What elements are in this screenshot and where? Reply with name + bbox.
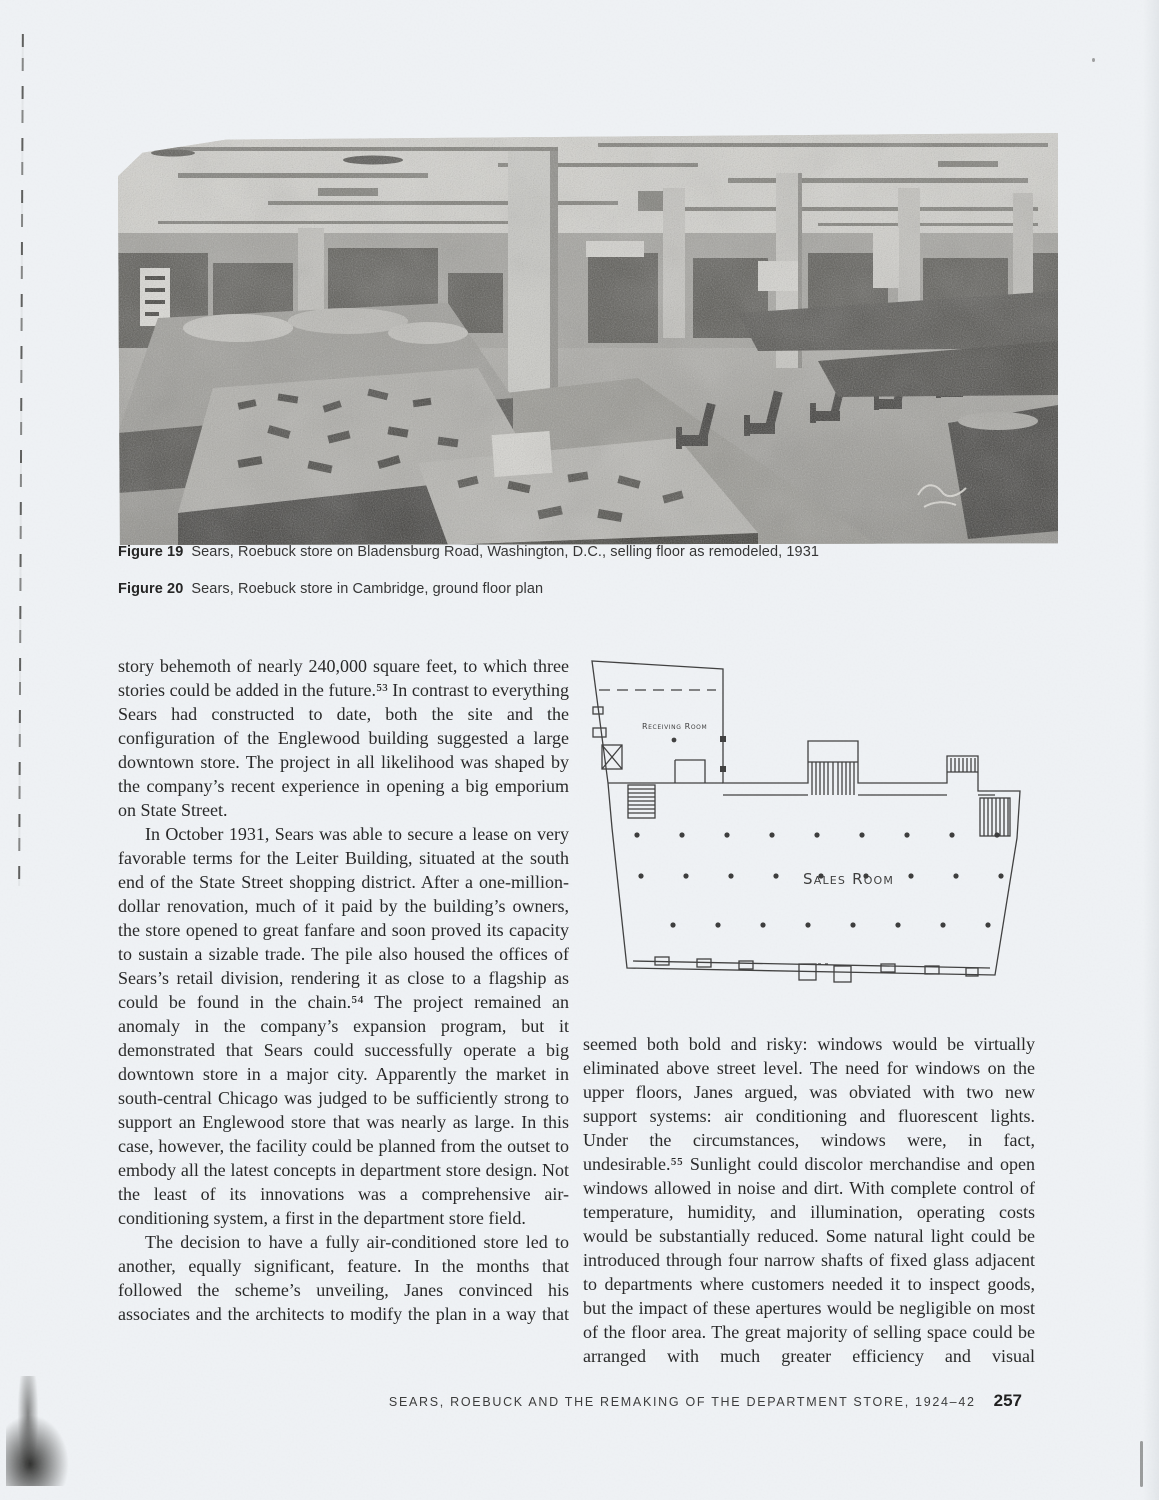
body-paragraph: story behemoth of nearly 240,000 square feet, to which three stories could be added in the future.⁵³ In contrast to everything Sears had constructed to date, both the site and the configuration of the Englewood building suggested a large downtown store. The project in all likelihood was shaped by the company’s recent experience in opening a big emporium on State Street. bbox=[118, 656, 569, 820]
body-paragraph: In October 1931, Sears was able to secure a lease on very favorable terms for the Leiter Building, situated at the south end of the State Street shopping district. After a one-million-dollar renovation, much of it paid by the building’s owners, the store opened to great fanfare and soon proved its capacity to sustain a sizable trade. The pile also housed the offices of Sears’s retail division, rendering it as close to a flagship as could be found in the chain.⁵⁴ The project remained an anomaly in the company’s expansion program, but it demonstrated that Sears could successfully operate a big downtown store in a major city. Apparently the market in south-central Chicago was judged to be sufficiently strong to support an Englewood store that was nearly as large. In this case, however, the facility could be planned from the outset to embody all the latest concepts in department store design. Not the least of its innovations was a comprehensive air-conditioning system, a first in the department store field. bbox=[118, 824, 569, 1228]
body-paragraph: seemed both bold and risky: windows would be virtually eliminated above street level. The need for windows on the upper floors, Janes argued, was obviated with two new support systems: air conditioning and fluorescent lights. Under the circumstances, windows were, in fact, undesirable.⁵⁵ Sunlight could discolor merchandise and open windows allowed in noise and dirt. With complete control of temperature, humidity, and illumination, operating costs would be substantially reduced. Some natural light could be introduced through four narrow shafts of fixed glass adjacent to departments where customers needed it to inspect goods, but the impact of these apertures would be negligible on most of the floor area. The great majority of selling space could be arranged with much greater efficiency and visual bbox=[583, 1034, 1035, 1366]
running-title: SEARS, ROEBUCK AND THE REMAKING OF THE DEPARTMENT STORE, 1924–42 bbox=[388, 1395, 976, 1409]
scan-edge-mark bbox=[1140, 1441, 1143, 1487]
right-text-column bbox=[583, 1032, 1035, 1368]
figure20-label: Figure 20 bbox=[118, 581, 184, 597]
figure19-photo bbox=[118, 133, 1058, 545]
figure20-floor-plan bbox=[585, 650, 1040, 1018]
scan-speck bbox=[1092, 58, 1095, 62]
figure20-caption bbox=[118, 581, 543, 597]
receiving-room-label: Receiving Room bbox=[642, 722, 708, 731]
page-number: 257 bbox=[993, 1391, 1022, 1410]
scan-gutter-shadow bbox=[6, 1376, 116, 1486]
figure19-caption-text: Sears, Roebuck store on Bladensburg Road, Washington, D.C., selling floor as remodeled, 1931 bbox=[191, 544, 820, 560]
scan-binding-line bbox=[18, 34, 24, 886]
figure19-caption bbox=[118, 544, 819, 560]
left-text-column bbox=[118, 654, 569, 1326]
page-edge-shade bbox=[1143, 0, 1159, 1500]
body-paragraph: The decision to have a fully air-conditioned store led to another, equally significant, feature. In the months that followed the scheme’s unveiling, Janes convinced his associates and the architects to modify the plan in a way that bbox=[118, 1232, 569, 1324]
figure20-caption-text: Sears, Roebuck store in Cambridge, ground floor plan bbox=[191, 581, 544, 597]
page-footer bbox=[118, 1391, 1022, 1411]
store-interior-photo bbox=[118, 133, 1058, 545]
figure19-label: Figure 19 bbox=[118, 544, 184, 560]
plan-wall-ticks bbox=[672, 736, 726, 772]
sales-room-label: Sales Room bbox=[803, 870, 895, 888]
plan-outline bbox=[592, 661, 1020, 982]
